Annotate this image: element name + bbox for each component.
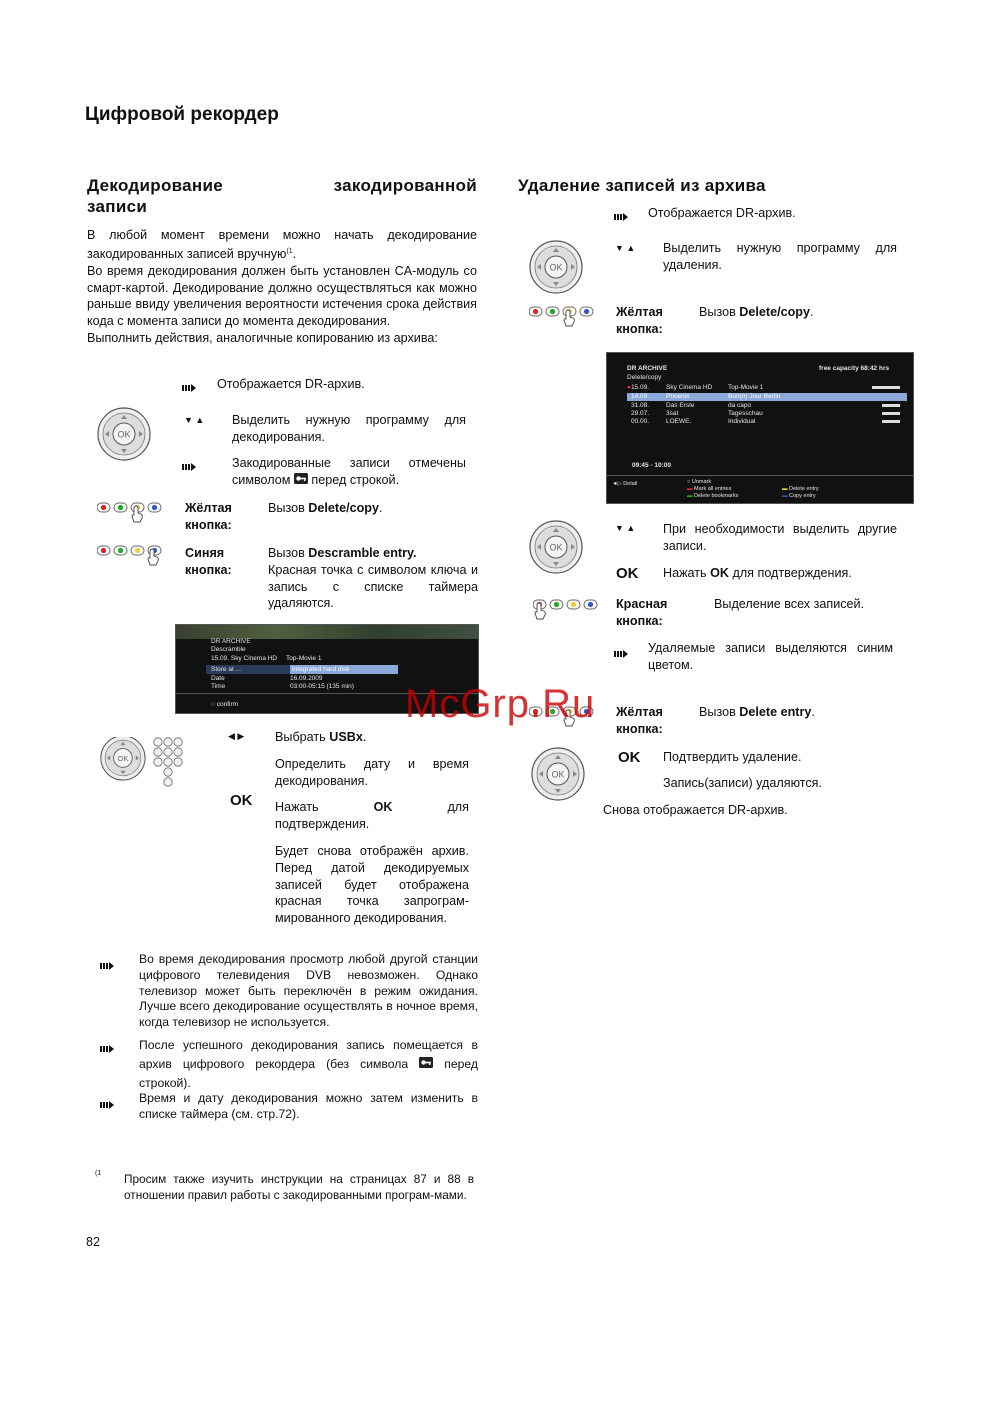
screen-list-row-selected: 14.09. Phoenix Bon(n) Jour Berlin: [627, 393, 907, 401]
right-red-text: Выделение всех записей.: [714, 597, 865, 611]
right-step-blue: Удаляемые записи выделяются синим цветом.: [648, 641, 893, 672]
step-marked-text: Закодированные записи отмечены символом перед строкой.: [232, 456, 466, 487]
key-icon: [419, 1057, 433, 1068]
color-buttons-icon: [97, 545, 167, 567]
right-step-select: Выделить нужную программу для удаления.: [663, 241, 897, 272]
ok-button-icon: OK: [616, 565, 639, 582]
left-heading-line-2: записи: [87, 197, 148, 216]
arrow-bullet-icon: [100, 1045, 114, 1053]
arrow-bullet-icon: [614, 213, 628, 221]
screen-title: DR ARCHIVE: [627, 365, 668, 372]
screen-subtitle: Descramble: [211, 646, 246, 653]
delete-copy-screen: [606, 352, 914, 504]
right-step-final: Снова отображается DR-архив.: [603, 803, 788, 817]
color-buttons-icon: [97, 502, 167, 524]
screen-footer-delete-entry: ▬ Delete entry: [782, 486, 819, 492]
yellow-button-label: Жёлтая кнопка:: [185, 501, 232, 532]
intro-paragraph-2: Во время декодирования должен быть установлен CA-модуль со смарт-картой. Декодирование должно осуществляться как можно раньше ввиду увеличения вероятности истечения срока действия кода с момента записи до момента декодирования.: [87, 263, 477, 329]
footnote-text: Просим также изучить инструкции на страницах 87 и 88 в отношении правил работы с закодированными програм-мами.: [124, 1172, 474, 1202]
blue-button-text: Вызов Descramble entry. Красная точка с символом ключа и запись с списке таймера удаляются.: [268, 546, 478, 611]
watermark-text: McGrp.Ru: [405, 682, 596, 726]
navigation-wheel-icon: [529, 520, 585, 576]
left-heading: [87, 175, 477, 217]
screen-list-row: 31.08. Das Erste da capo: [627, 402, 907, 410]
page-title: Цифровой рекордер: [85, 104, 279, 125]
navigation-wheel-icon: [531, 747, 587, 803]
right-yellow-label: Жёлтая кнопка:: [616, 305, 663, 336]
note-1: Во время декодирования просмотр любой другой станции цифрового телевидения DVB невозможен. Однако телевизор может быть переключён в режим ожидания. Лучше всего декодирование осуществлять в ночное время, когда телевизор не используется.: [139, 952, 478, 1030]
footnote-mark: (1: [95, 1170, 102, 1177]
screen-footer-unmark: ○ Unmark: [687, 479, 712, 485]
right-yellow2-label: Жёлтая кнопка:: [616, 705, 663, 736]
right-step-deleted: Запись(записи) удаляются.: [663, 776, 822, 790]
screen-row-time: Time: [211, 683, 226, 690]
screen-list-row: ●15.09. Sky Cinema HD Top-Movie 1: [627, 384, 907, 392]
left-intro: [87, 227, 477, 347]
step-usb-text: Выбрать USBx.: [275, 730, 367, 744]
screen-footer-delete-bookmarks: ▬ Delete bookmarks: [687, 493, 739, 499]
left-heading-word-2: закодированной: [333, 176, 477, 195]
arrow-bullet-icon: [182, 384, 196, 392]
screen-date-value: 16.09.2009: [290, 675, 323, 682]
screen-list-row: 29.07. 3sat Tagesschau: [627, 410, 907, 418]
screen-footer-copy-entry: ▬ Copy entry: [782, 493, 816, 499]
left-heading-word-1: Декодирование: [87, 176, 223, 195]
color-buttons-icon: [533, 599, 603, 621]
arrow-bullet-icon: [614, 650, 628, 658]
screen-row-date: Date: [211, 675, 225, 682]
arrow-bullet-icon: [182, 463, 196, 471]
up-down-arrows-icon: ▼ ▲: [615, 523, 636, 533]
navigation-wheel-icon: [97, 407, 153, 463]
remote-keypad-icon: [100, 737, 190, 787]
arrow-bullet-icon: [100, 962, 114, 970]
right-step-confirm: Подтвердить удаление.: [663, 750, 802, 764]
intro-paragraph-3: Выполнить действия, аналогичные копированию из архива:: [87, 330, 438, 345]
ok-button-icon: OK: [230, 792, 253, 809]
right-red-label: Красная кнопка:: [616, 597, 668, 628]
right-yellow2-text: Вызов Delete entry.: [699, 705, 815, 719]
screen-record-row: 15.09. Sky Cinema HD Top-Movie 1: [211, 655, 322, 662]
step-archive-text: Отображается DR-архив.: [217, 377, 365, 391]
screen-time-value: 03:00-05:15 (135 min): [290, 683, 354, 690]
right-step-ok: Нажать OK для подтверждения.: [663, 566, 852, 580]
screen-capacity: free capacity 68:42 hrs: [819, 365, 890, 372]
up-down-arrows-icon: ▼ ▲: [184, 415, 205, 425]
ok-button-icon: OK: [618, 749, 641, 766]
navigation-wheel-icon: [529, 240, 585, 296]
step-ok-text: Нажать OK для подтверждения.: [275, 800, 469, 831]
right-yellow-text: Вызов Delete/copy.: [699, 305, 814, 319]
right-step-more: При необходимости выделить другие записи.: [663, 522, 897, 553]
right-step-archive: Отображается DR-архив.: [648, 206, 796, 220]
step-result-text: Будет снова отображён архив. Перед датой декодируемых записей будет отображена красная точка запрограм-мированного декодирования.: [275, 844, 469, 926]
yellow-button-text: Вызов Delete/copy.: [268, 501, 383, 515]
note-3: Время и дату декодирования можно затем изменить в списке таймера (см. стр.72).: [139, 1091, 478, 1121]
up-down-arrows-icon: ▼ ▲: [615, 243, 636, 253]
blue-button-label: Синяя кнопка:: [185, 546, 232, 577]
screen-footer-detail: ◄▷ Detail: [612, 481, 638, 487]
intro-paragraph-1: В любой момент времени можно начать декодирование закодированных записей вручную$^{(1}$.: [87, 228, 477, 261]
color-buttons-icon: [529, 306, 599, 328]
screen-subtitle: Delete/copy: [627, 374, 662, 381]
step-select-text: Выделить нужную программу для декодирования.: [232, 413, 466, 444]
screen-footer-mark-all: ▬ Mark all entries: [687, 486, 732, 492]
right-heading: Удаление записей из архива: [518, 176, 766, 195]
note-2: После успешного декодирования запись помещается в архив цифрового рекордера (без символа перед строкой).: [139, 1038, 479, 1090]
screen-footer: ○ confirm: [211, 701, 239, 708]
screen-time: 09:45 - 10:00: [632, 462, 672, 469]
screen-row-store: Store at ... Integrated hard disk: [206, 665, 396, 674]
arrow-bullet-icon: [100, 1101, 114, 1109]
left-right-arrows-icon: ◀ ▶: [228, 731, 245, 741]
screen-title: DR ARCHIVE: [211, 638, 251, 645]
screen-list-row: 00.00. LOEWE. Individual: [627, 418, 907, 426]
step-datetime-text: Определить дату и время декодирования.: [275, 757, 469, 788]
page-number: 82: [86, 1235, 101, 1249]
key-icon: [294, 473, 308, 484]
